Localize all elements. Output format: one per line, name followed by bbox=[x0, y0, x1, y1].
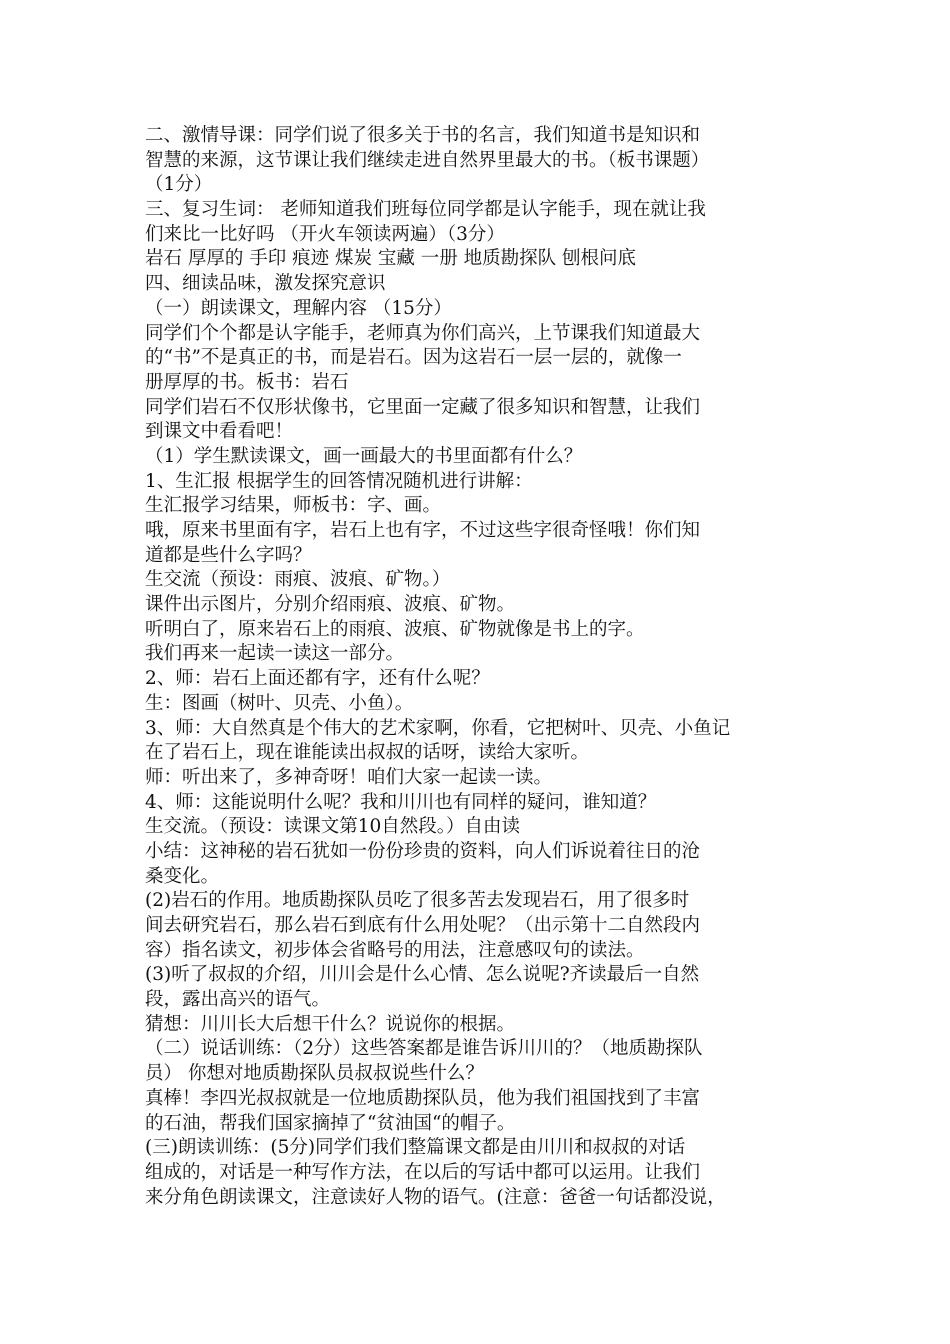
text-line: 桑变化。 bbox=[145, 865, 220, 887]
text-line: 猜想：川川长大后想干什么？说说你的根据。 bbox=[145, 1013, 516, 1035]
text-line: 在了岩石上，现在谁能读出叔叔的话呀，读给大家听。 bbox=[145, 742, 590, 764]
document-body bbox=[145, 124, 810, 1210]
text-line: 组成的，对话是一种写作方法，在以后的写话中都可以运用。让我们 bbox=[145, 1161, 701, 1183]
text-line: 册厚厚的书。板书：岩石 bbox=[145, 371, 349, 393]
text-line: 容）指名读文，初步体会省略号的用法，注意感叹句的读法。 bbox=[145, 939, 645, 961]
text-line: 三、复习生词： 老师知道我们班每位同学都是认字能手，现在就让我 bbox=[145, 199, 706, 221]
text-line: 到课文中看看吧！ bbox=[145, 421, 294, 443]
text-line: 真棒！李四光叔叔就是一位地质勘探队员，他为我们祖国找到了丰富 bbox=[145, 1087, 701, 1109]
text-line: 课件出示图片，分别介绍雨痕、波痕、矿物。 bbox=[145, 594, 516, 616]
text-line: (2)岩石的作用。地质勘探队员吃了很多苦去发现岩石，用了很多时 bbox=[145, 890, 690, 912]
text-line: 生：图画（树叶、贝壳、小鱼）。 bbox=[145, 692, 414, 714]
text-line: 3、师：大自然真是个伟大的艺术家啊，你看，它把树叶、贝壳、小鱼记 bbox=[145, 717, 731, 739]
text-line: 的石油，帮我们国家摘掉了“贫油国“的帽子。 bbox=[145, 1112, 516, 1134]
text-line: 二、激情导课：同学们说了很多关于书的名言，我们知道书是知识和 bbox=[145, 125, 701, 146]
text-line: 来分角色朗读课文，注意读好人物的语气。(注意：爸爸一句话都没说， bbox=[145, 1186, 726, 1208]
text-line: （一）朗读课文，理解内容 （15分） bbox=[145, 297, 452, 319]
text-line: 同学们岩石不仅形状像书，它里面一定藏了很多知识和智慧，让我们 bbox=[145, 396, 701, 418]
text-line: 生交流（预设：雨痕、波痕、矿物。） bbox=[145, 569, 451, 591]
text-line: 段，露出高兴的语气。 bbox=[145, 989, 331, 1011]
text-line: (三)朗读训练：(5分)同学们我们整篇课文都是由川川和叔叔的对话 bbox=[145, 1137, 686, 1159]
text-line: 我们再来一起读一读这一部分。 bbox=[145, 643, 405, 665]
text-line: 师：听出来了，多神奇呀！咱们大家一起读一读。 bbox=[145, 766, 553, 788]
text-line: （二）说话训练：（2分）这些答案都是谁告诉川川的？（地质勘探队 bbox=[145, 1038, 703, 1060]
text-line: 生交流。（预设：读课文第10自然段。）自由读 bbox=[145, 816, 521, 838]
text-line: 间去研究岩石，那么岩石到底有什么用处呢？（出示第十二自然段内 bbox=[145, 915, 701, 936]
text-line: 道都是些什么字吗？ bbox=[145, 544, 312, 566]
text-line: 4、师：这能说明什么呢？我和川川也有同样的疑问，谁知道？ bbox=[145, 791, 657, 813]
text-line: 员） 你想对地质勘探队员叔叔说些什么？ bbox=[145, 1063, 484, 1085]
text-line: 的“书”不是真正的书，而是岩石。因为这岩石一层一层的，就像一 bbox=[145, 347, 682, 369]
text-line: (3)听了叔叔的介绍，川川会是什么心情、怎么说呢?齐读最后一自然 bbox=[145, 964, 700, 986]
text-line: 同学们个个都是认字能手，老师真为你们高兴，上节课我们知道最大 bbox=[145, 322, 701, 344]
text-line: 听明白了，原来岩石上的雨痕、波痕、矿物就像是书上的字。 bbox=[145, 618, 645, 640]
text-line: 2、师：岩石上面还都有字，还有什么呢？ bbox=[145, 668, 490, 690]
text-line: 生汇报学习结果，师板书：字、画。 bbox=[145, 495, 442, 517]
text-line: 小结：这神秘的岩石犹如一份份珍贵的资料，向人们诉说着往日的沧 bbox=[145, 840, 701, 862]
text-line: 们来比一比好吗 （开火车领读两遍）（3分） bbox=[145, 223, 505, 245]
text-line: 四、细读品味，激发探究意识 bbox=[145, 273, 386, 295]
text-line: 哦，原来书里面有字，岩石上也有字，不过这些字很奇怪哦！你们知 bbox=[145, 520, 701, 541]
text-line: （1分） bbox=[145, 174, 213, 196]
text-line: 智慧的来源，这节课让我们继续走进自然界里最大的书。（板书课题） bbox=[145, 149, 710, 171]
text-line: 1、生汇报 根据学生的回答情况随机进行讲解： bbox=[145, 470, 533, 492]
text-line: 岩石 厚厚的 手印 痕迹 煤炭 宝藏 一册 地质勘探队 刨根问底 bbox=[145, 248, 637, 270]
text-line: （1）学生默读课文，画一画最大的书里面都有什么？ bbox=[145, 445, 583, 467]
